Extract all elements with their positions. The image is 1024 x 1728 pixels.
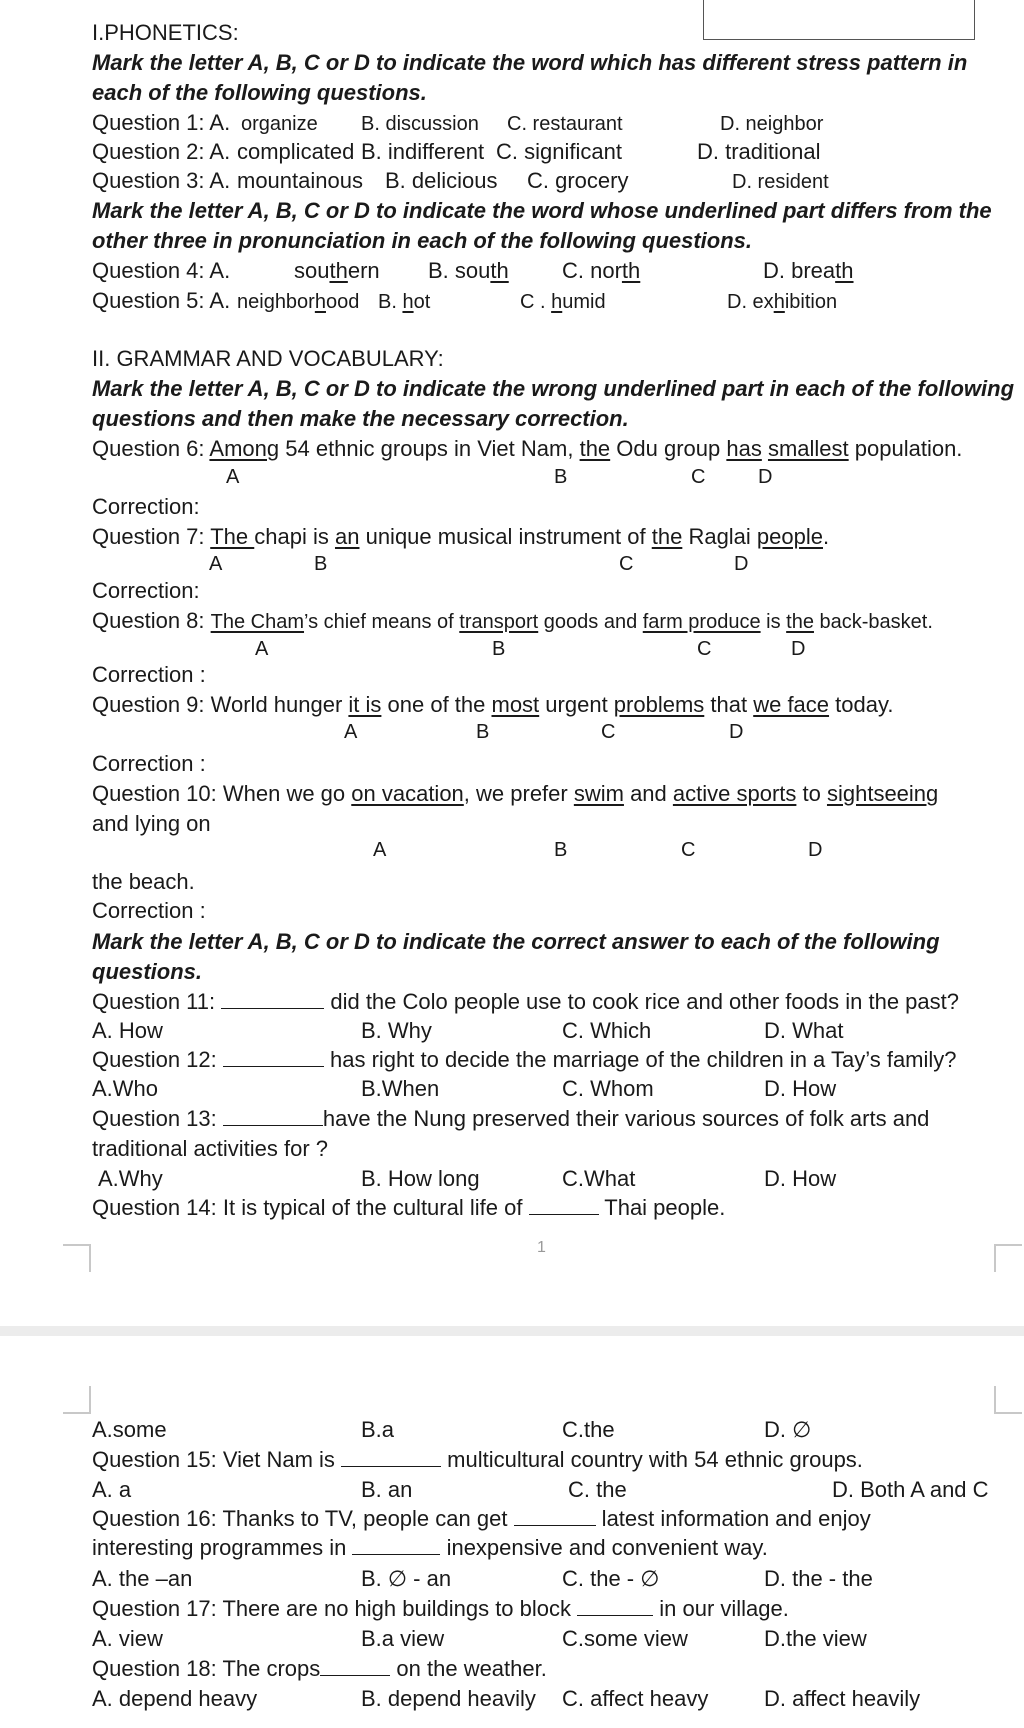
instruction-stress: Mark the letter A, B, C or D to indicate the word which has different stress pattern in [92,50,968,75]
option-d: D. Both A and C [832,1477,989,1502]
option-b: B. indifferent [361,139,485,164]
letter-a: A [344,721,358,743]
answer-blank[interactable] [514,1507,596,1526]
question-text-line2: traditional activities for ? [92,1136,328,1161]
option-b: B. delicious [385,168,498,193]
option-c: C. affect heavy [562,1686,709,1711]
letter-d: D [758,466,773,488]
option-d: D. affect heavily [764,1686,921,1711]
letter-c: C [681,839,696,861]
answer-blank[interactable] [352,1536,440,1555]
question-text: Question 18: The crops on the weather. [92,1656,547,1681]
option-d: D. ∅ [764,1417,812,1442]
option-d: D. exhibition [727,291,838,313]
option-c: C. restaurant [507,113,623,135]
option-c: C. grocery [527,168,629,193]
question-text: Question 7: The chapi is an unique musical instrument of the Raglai people. [92,524,830,549]
page-corner-mark [63,1386,91,1414]
option-d: D. How [764,1076,837,1101]
option-d: D. resident [732,171,829,193]
option-c: C. Which [562,1018,652,1043]
letter-b: B [476,721,490,743]
instruction-pronunciation: Mark the letter A, B, C or D to indicate the word whose underlined part differs from the [92,198,992,223]
letter-d: D [791,638,806,660]
instruction-correct-answer: Mark the letter A, B, C or D to indicate the correct answer to each of the following [92,929,940,954]
correction-label: Correction : [92,662,206,687]
option-b: B. south [428,258,509,283]
option-a: mountainous [237,168,363,193]
option-c: C. the - ∅ [562,1566,660,1591]
letter-c: C [601,721,616,743]
question-text: Question 8: The Cham’s chief means of transport goods and farm produce is the back-basket. [92,608,933,633]
option-c: C. the [568,1477,627,1502]
page-separator [0,1326,1024,1336]
letter-b: B [554,466,568,488]
header-box [703,0,975,40]
option-b: B. Why [361,1018,432,1043]
option-b: B.When [361,1076,440,1101]
question-text: Question 10: When we go on vacation, we prefer swim and active sports to sightseeing [92,781,939,806]
option-c: C.the [562,1417,615,1442]
question-text: Question 12: has right to decide the marriage of the children in a Tay’s family? [92,1047,957,1072]
question-text-line2: interesting programmes in inexpensive and convenient way. [92,1535,768,1560]
option-a: southern [294,258,380,283]
option-a: complicated [237,139,355,164]
option-b: B. discussion [361,113,479,135]
option-a: A. a [92,1477,132,1502]
question-text: Question 9: World hunger it is one of the most urgent problems that we face today. [92,692,894,717]
option-a: A.Who [92,1076,159,1101]
answer-blank[interactable] [221,990,324,1009]
option-c: C . humid [520,291,606,313]
option-d: D. neighbor [720,113,824,135]
option-d: D. What [764,1018,844,1043]
option-d: D. the - the [764,1566,873,1591]
option-b: B. depend heavily [361,1686,536,1711]
question-text: Question 14: It is typical of the cultural life of Thai people. [92,1195,726,1220]
question-label: Question 2: A. [92,139,231,164]
option-a: A. the –an [92,1566,193,1591]
question-text: Question 17: There are no high buildings to block in our village. [92,1596,789,1621]
instruction-correct-answer-cont: questions. [92,959,203,984]
option-b: B. an [361,1477,413,1502]
answer-blank[interactable] [341,1448,441,1467]
option-b: B.a [361,1417,395,1442]
option-b: B. hot [378,291,431,313]
option-c: C.What [562,1166,636,1191]
instruction-stress-cont: each of the following questions. [92,80,427,105]
option-b: B. ∅ - an [361,1566,452,1591]
option-c: C.some view [562,1626,688,1651]
correction-label: Correction: [92,578,200,603]
option-a: A. How [92,1018,163,1043]
letter-d: D [734,553,749,575]
letter-c: C [697,638,712,660]
page-corner-mark [63,1244,91,1272]
section-heading-grammar: II. GRAMMAR AND VOCABULARY: [92,346,444,371]
letter-b: B [554,839,568,861]
option-c: C. north [562,258,641,283]
page-corner-mark [994,1386,1022,1414]
question-text-line2: and lying on [92,811,211,836]
option-d: D.the view [764,1626,867,1651]
question-label: Question 4: A. [92,258,231,283]
letter-d: D [729,721,744,743]
correction-label: Correction : [92,751,206,776]
answer-blank[interactable] [529,1196,599,1215]
question-text: Question 11: did the Colo people use to cook rice and other foods in the past? [92,989,959,1014]
letter-a: A [209,553,223,575]
option-d: D. How [764,1166,837,1191]
option-b: B.a view [361,1626,445,1651]
letter-a: A [255,638,269,660]
option-a: A.some [92,1417,167,1442]
option-c: C. significant [496,139,622,164]
option-a: A.Why [98,1166,163,1191]
question-text: Question 15: Viet Nam is multicultural country with 54 ethnic groups. [92,1447,863,1472]
correction-label: Correction : [92,898,206,923]
question-text: Question 16: Thanks to TV, people can get latest information and enjoy [92,1506,871,1531]
option-a: neighborhood [237,291,360,313]
section-heading-phonetics: I.PHONETICS: [92,20,239,45]
option-c: C. Whom [562,1076,654,1101]
instruction-pronunciation-cont: other three in pronunciation in each of the following questions. [92,228,753,253]
letter-d: D [808,839,823,861]
letter-a: A [373,839,387,861]
question-label: Question 3: A. [92,168,231,193]
instruction-wrong-part-cont: questions and then make the necessary correction. [92,406,629,431]
question-label: Question 5: A. [92,288,231,313]
option-d: D. traditional [697,139,821,164]
letter-b: B [492,638,506,660]
correction-label: Correction: [92,494,200,519]
letter-c: C [691,466,706,488]
option-b: B. How long [361,1166,480,1191]
instruction-wrong-part: Mark the letter A, B, C or D to indicate the wrong underlined part in each of the following [92,376,1015,401]
letter-c: C [619,553,634,575]
page-number: 1 [537,1239,546,1256]
option-d: D. breath [763,258,854,283]
answer-blank[interactable] [577,1597,653,1616]
answer-blank[interactable] [223,1107,323,1126]
letter-a: A [226,466,240,488]
question-text: Question 6: Among 54 ethnic groups in Viet Nam, the Odu group has smallest population. [92,436,963,461]
option-a: A. depend heavy [92,1686,258,1711]
answer-blank[interactable] [223,1048,324,1067]
option-a: organize [241,113,318,135]
option-a: A. view [92,1626,163,1651]
answer-blank[interactable] [320,1657,390,1676]
question-label: Question 1: A. [92,110,231,135]
page-corner-mark [994,1244,1022,1272]
question-text: Question 13: have the Nung preserved their various sources of folk arts and [92,1106,930,1131]
letter-b: B [314,553,328,575]
question-text-line3: the beach. [92,869,195,894]
